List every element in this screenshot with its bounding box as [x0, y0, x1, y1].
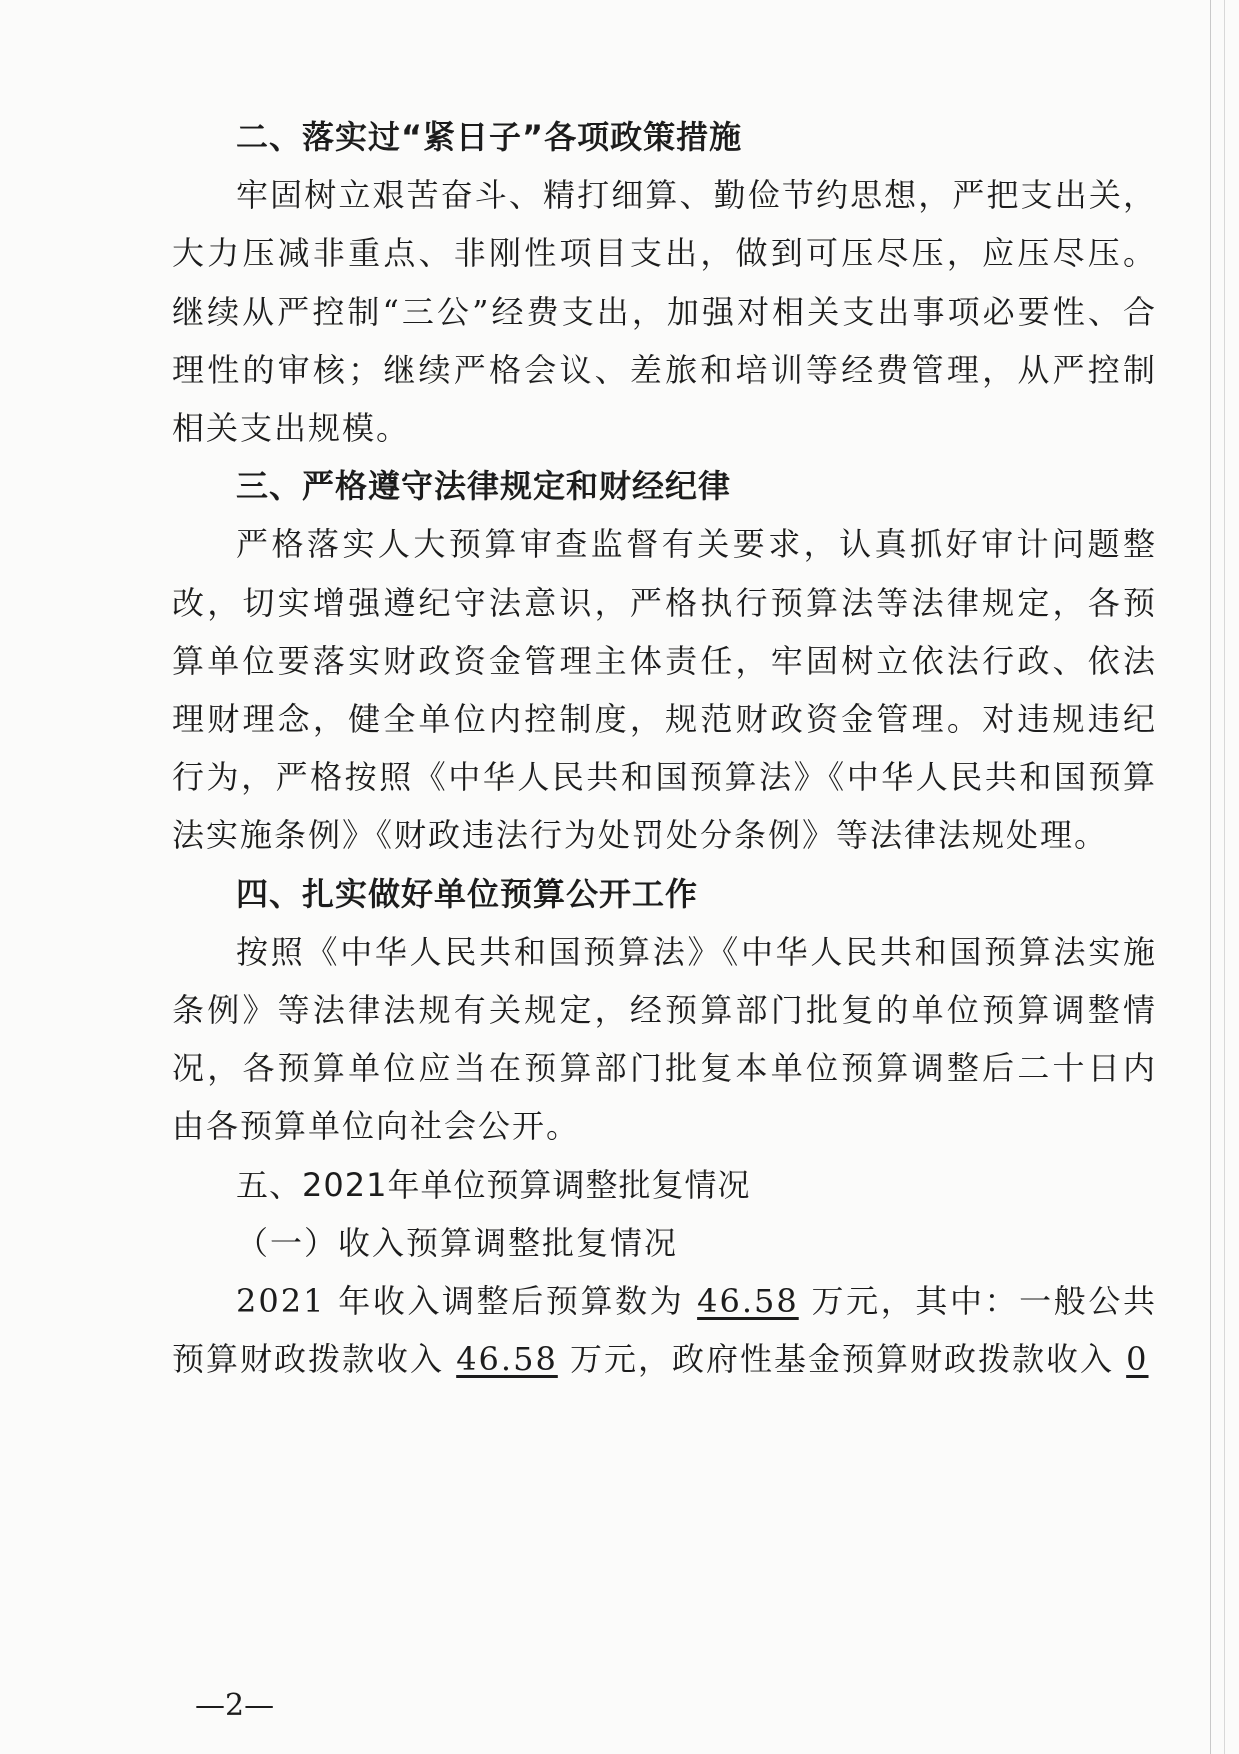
document-body	[172, 108, 1157, 1388]
page-edge-line	[1210, 0, 1211, 1754]
section-5-heading: 五、2021年单位预算调整批复情况	[236, 1165, 751, 1204]
section-4-heading: 四、扎实做好单位预算公开工作	[236, 874, 699, 913]
income-text-1: 2021 年收入调整后预算数为	[236, 1282, 698, 1321]
page-number: —2—	[195, 1688, 275, 1723]
income-fund-value: 0	[1126, 1340, 1149, 1379]
income-general-value: 46.58	[456, 1340, 558, 1379]
income-paragraph	[172, 1272, 1157, 1388]
page-edge-line-outer	[1224, 0, 1225, 1754]
section-5-subheading-1: （一）收入预算调整批复情况	[236, 1223, 679, 1262]
section-3-heading: 三、严格遵守法律规定和财经纪律	[236, 467, 732, 506]
section-4-paragraph: 按照《中华人民共和国预算法》《中华人民共和国预算法实施条例》等法律法规有关规定，经预算部门批复的单位预算调整情况，各预算单位应当在预算部门批复本单位预算调整后二十日内由各预算单位向社会公开。	[172, 932, 1157, 1146]
income-text-3: 万元，政府性基金预算财政拨款收入	[557, 1340, 1127, 1379]
income-text-2: 万元，其中：一般公共预算财政拨款收入	[172, 1282, 1157, 1379]
section-2-heading: 二、落实过“紧日子”各项政策措施	[236, 118, 743, 156]
income-total-value: 46.58	[697, 1282, 799, 1321]
section-2-paragraph: 牢固树立艰苦奋斗、精打细算、勤俭节约思想，严把支出关，大力压减非重点、非刚性项目支出，做到可压尽压，应压尽压。继续从严控制“三公”经费支出，加强对相关支出事项必要性、合理性的审核；继续严格会议、差旅和培训等经费管理，从严控制相关支出规模。	[172, 176, 1157, 448]
section-3-paragraph: 严格落实人大预算审查监督有关要求，认真抓好审计问题整改，切实增强遵纪守法意识，严格执行预算法等法律规定，各预算单位要落实财政资金管理主体责任，牢固树立依法行政、依法理财理念，健全单位内控制度，规范财政资金管理。对违规违纪行为，严格按照《中华人民共和国预算法》《中华人民共和国预算法实施条例》《财政违法行为处罚处分条例》等法律法规处理。	[172, 525, 1157, 855]
